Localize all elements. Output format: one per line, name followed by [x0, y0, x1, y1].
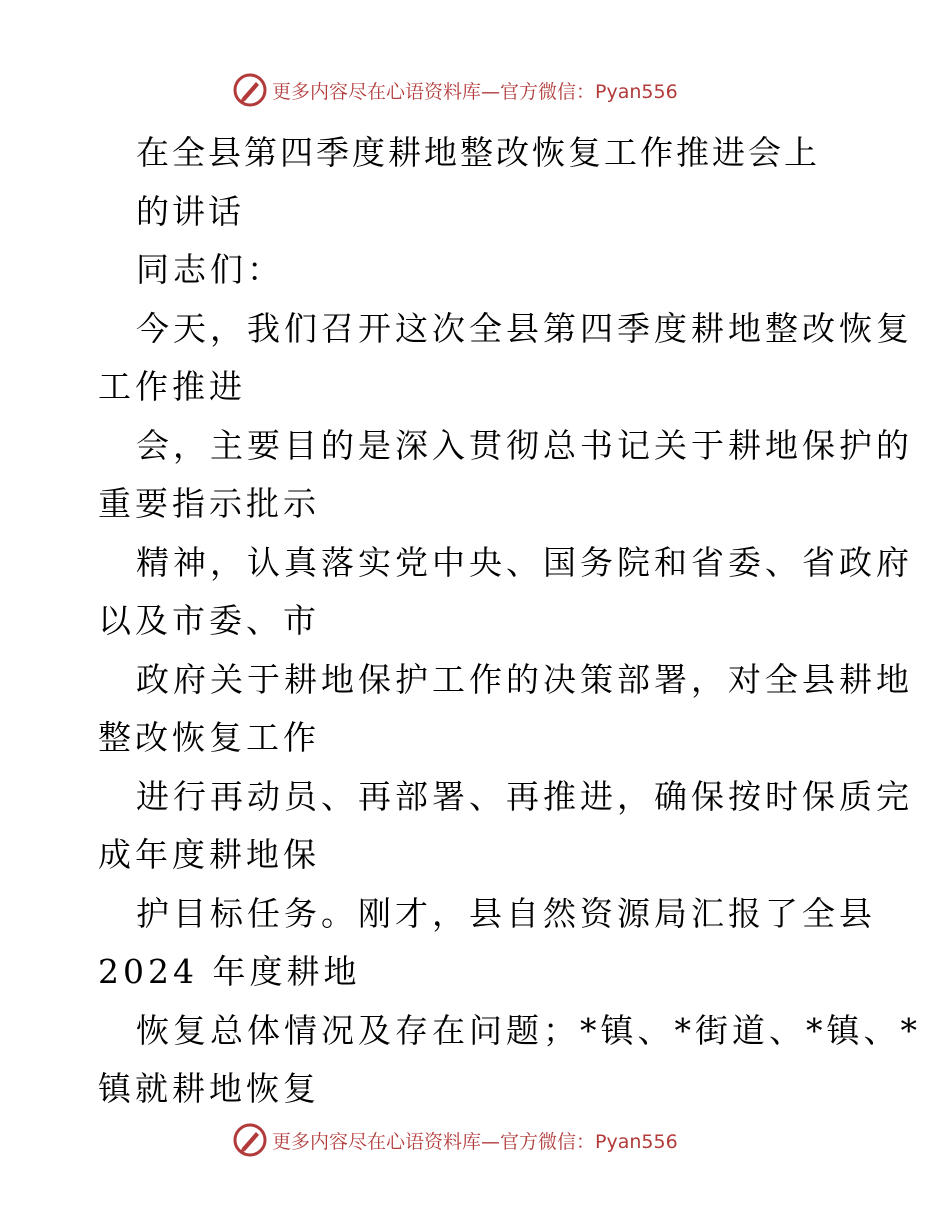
document-body: [98, 124, 921, 1119]
document-title-line-1: 在全县第四季度耕地整改恢复工作推进会上: [136, 133, 820, 172]
paragraph-line: 整改恢复工作: [98, 718, 320, 757]
paragraph-line: 以及市委、市: [98, 601, 320, 640]
paragraph-line: 会，主要目的是深入贯彻总书记关于耕地保护的: [136, 425, 913, 465]
watermark-banner-bottom: [232, 1120, 752, 1160]
watermark-text: 更多内容尽在心语资料库—官方微信：Pyan556: [272, 80, 678, 103]
salutation: 同志们：: [136, 250, 284, 289]
paragraph-line: 进行再动员、再部署、再推进，确保按时保质完: [136, 776, 913, 816]
paragraph-line: 今天，我们召开这次全县第四季度耕地整改恢复: [136, 308, 913, 348]
pen-logo-icon: [232, 72, 268, 108]
document-title-line-2: 的讲话: [136, 191, 244, 231]
watermark-banner-top: [232, 70, 752, 110]
paragraph-line: 政府关于耕地保护工作的决策部署，对全县耕地: [136, 659, 913, 699]
paragraph-line: 2024 年度耕地: [98, 952, 361, 991]
paragraph-line: 重要指示批示: [98, 484, 320, 523]
paragraph-line: 成年度耕地保: [98, 835, 320, 874]
paragraph-line: 恢复总体情况及存在问题；*镇、*街道、*镇、*: [136, 1010, 921, 1050]
paragraph-line: 工作推进: [98, 367, 246, 406]
paragraph-line: 护目标任务。刚才，县自然资源局汇报了全县: [136, 893, 876, 933]
paragraph-line: 精神，认真落实党中央、国务院和省委、省政府: [136, 542, 913, 582]
watermark-text: 更多内容尽在心语资料库—官方微信：Pyan556: [272, 1130, 678, 1153]
paragraph-line: 镇就耕地恢复: [98, 1069, 320, 1108]
pen-logo-icon: [232, 1122, 268, 1158]
